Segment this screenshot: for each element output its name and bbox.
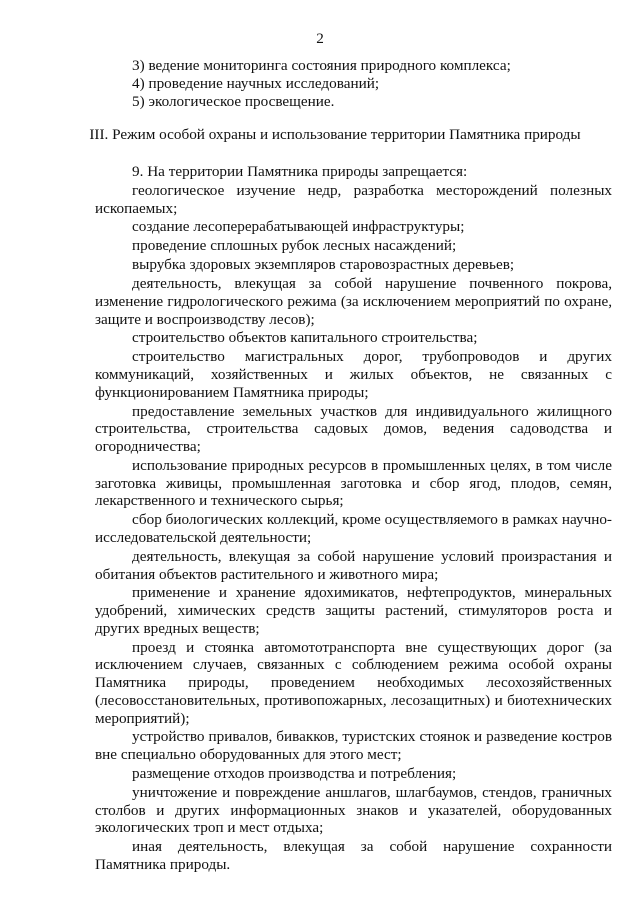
paragraph-intro: 9. На территории Памятника природы запрещается: — [132, 163, 468, 180]
paragraph: деятельность, влекущая за собой нарушение условий произрастания и обитания объектов растительного и животного мира; — [95, 547, 612, 583]
paragraph: сбор биологических коллекций, кроме осуществляемого в рамках научно-исследовательской деятельности; — [95, 511, 612, 546]
paragraph: строительство магистральных дорог, трубопроводов и других коммуникаций, хозяйственных и жилых объектов, не связанных с функционированием Памятника природы; — [95, 348, 612, 401]
paragraph: геологическое изучение недр, разработка месторождений полезных ископаемых; — [95, 181, 612, 217]
paragraph: размещение отходов производства и потребления; — [132, 765, 457, 783]
paragraph: уничтожение и повреждение аншлагов, шлагбаумов, стендов, граничных столбов и других информационных знаков и указателей, оборудованных экологических троп и мест отдыха; — [95, 783, 612, 837]
list-item: 4) проведение научных исследований; — [132, 75, 380, 92]
paragraph: предоставление земельных участков для индивидуального жилищного строительства, строительства садовых домов, ведения садоводства и огородничества; — [95, 402, 612, 456]
paragraph: использование природных ресурсов в промышленных целях, в том числе заготовка живицы, промышленная заготовка и сбор ягод, плодов, семян, лекарственного и технического сырья; — [95, 456, 612, 510]
paragraph: проведение сплошных рубок лесных насаждений; — [132, 237, 457, 255]
paragraph: строительство объектов капитального строительства; — [132, 329, 478, 347]
document-body — [95, 163, 612, 875]
paragraph: вырубка здоровых экземпляров старовозрастных деревьев; — [132, 256, 515, 274]
paragraph: деятельность, влекущая за собой нарушение почвенного покрова, изменение гидрологического режима (за исключением мероприятий по охране, защите и воспроизводству лесов); — [95, 275, 612, 328]
paragraph: создание лесоперерабатывающей инфраструктуры; — [132, 218, 465, 236]
list-item: 5) экологическое просвещение. — [132, 93, 335, 110]
paragraph: иная деятельность, влекущая за собой нарушение сохранности Памятника природы. — [95, 838, 612, 873]
paragraph: устройство привалов, бивакков, туристских стоянок и разведение костров вне специально оборудованных для этого мест; — [95, 728, 612, 764]
paragraph: применение и хранение ядохимикатов, нефтепродуктов, минеральных удобрений, химических средств защиты растений, стимуляторов роста и других вредных веществ; — [95, 584, 612, 637]
paragraph: проезд и стоянка автомототранспорта вне существующих дорог (за исключением случаев, связанных с соблюдением режима особой охраны Памятника природы, проведением необходимых лесохозяйственных (лесовосстановительных, противопожарных, лесозащитных) и биотехнических мероприятий); — [95, 638, 612, 727]
page-number: 2 — [316, 30, 324, 47]
section-heading: III. Режим особой охраны и использование территории Памятника природы — [89, 126, 581, 143]
list-item: 3) ведение мониторинга состояния природного комплекса; — [132, 57, 511, 74]
